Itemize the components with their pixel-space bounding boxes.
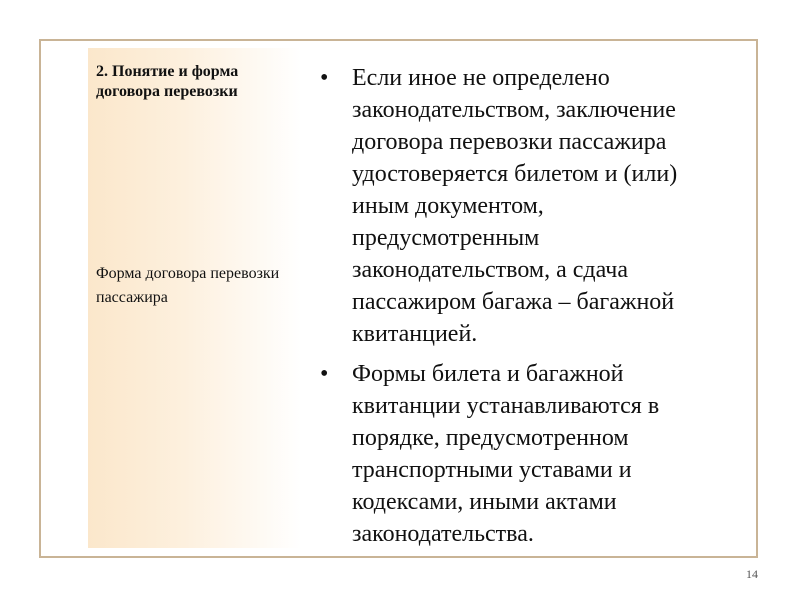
bullet-text: Если иное не определено законодательством, заключение договора перевозки пассажира удостоверяется билетом и (или) иным документом, предусмотренным законодательством, а сдача пассажиром багажа – багажной квитанцией.: [352, 65, 678, 347]
page-number: 14: [746, 567, 758, 581]
bullet-text: Формы билета и багажной квитанции устанавливаются в порядке, предусмотренном транспортными уставами и кодексами, иными актами законодательства.: [352, 361, 660, 547]
bullet-list: [316, 62, 736, 558]
section-subtitle: Форма договора перевозки пассажира: [96, 265, 280, 306]
bullet-item: [316, 62, 736, 350]
bullet-item: [316, 358, 736, 550]
section-title: 2. Понятие и форма договора перевозки: [96, 63, 239, 100]
bullet-dot-icon: •: [320, 361, 329, 387]
bullet-dot-icon: •: [320, 65, 329, 91]
